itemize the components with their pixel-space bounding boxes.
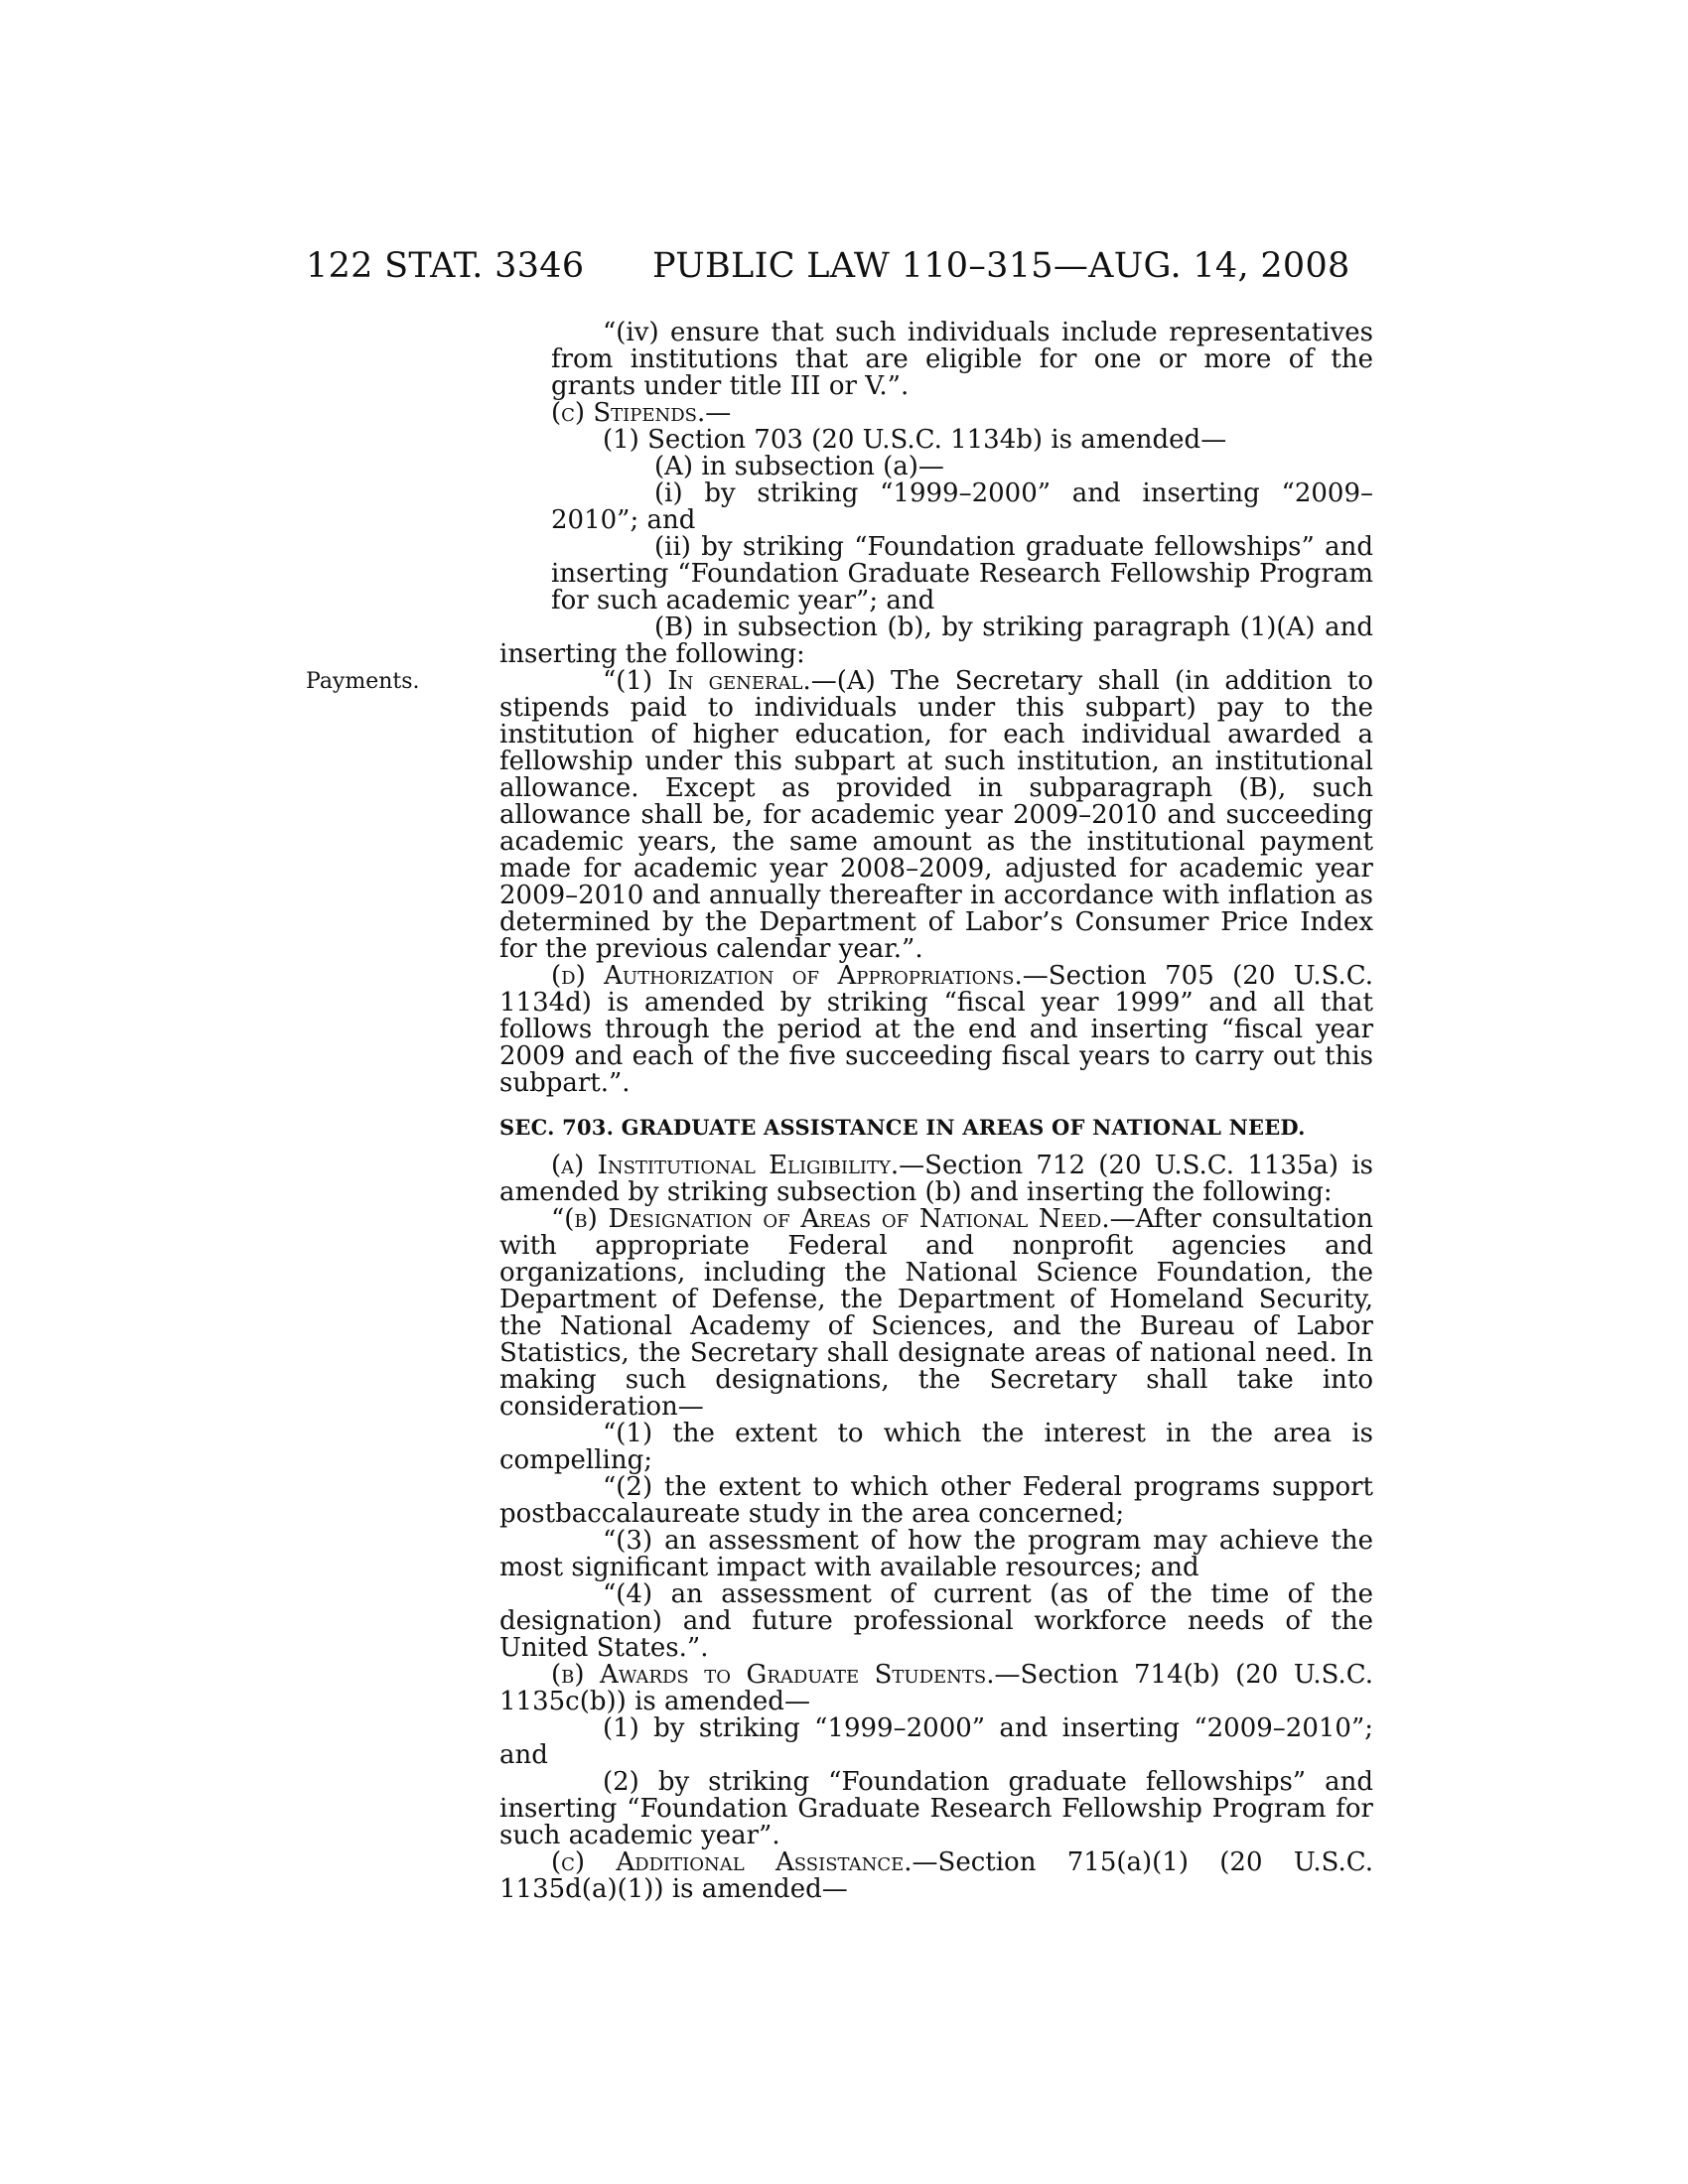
quoted-paragraph-1: “(1) In general.—(A) The Secretary shall (in addition to stipends paid to individuals under this subpart) pay to the institution of higher education, for each individual awarded a fellowship under this subpart at such institution, an institutional allowance. Except as provided in subparagraph (B), such allowance shall be, for academic year 2009–2010 and succeeding academic years, the same amount as the institutional payment made for academic year 2008–2009, adjusted for academic year 2009–2010 and annually thereafter in accordance with inflation as determined by the Department of Labor’s Consumer Price Index for the previous calendar year.”.	[499, 666, 1373, 964]
subsection-c-heading: (c) Stipends.—	[551, 398, 732, 428]
paragraph-b2: (2) by striking “Foundation graduate fellowships” and inserting “Foundation Graduate Research Fellowship Program for such academic year”.	[499, 1767, 1373, 1850]
running-header: PUBLIC LAW 110–315—AUG. 14, 2008	[652, 246, 1350, 286]
paragraph-c1A: (A) in subsection (a)—	[654, 452, 944, 481]
subsection-c-additional: (c) Additional Assistance.—Section 715(a)(1) (20 U.S.C. 1135d(a)(1)) is amended—	[499, 1847, 1373, 1904]
consideration-3: “(3) an assessment of how the program may achieve the most significant impact with available resources; and	[499, 1526, 1373, 1582]
statute-page-number: 122 STAT. 3346	[306, 246, 585, 286]
document-body	[499, 320, 1373, 1903]
paragraph-c1B: (B) in subsection (b), by striking paragraph (1)(A) and inserting the following:	[499, 613, 1373, 669]
consideration-4: “(4) an assessment of current (as of the time of the designation) and future professional workforce needs of the United States.”.	[499, 1579, 1373, 1663]
consideration-1: “(1) the extent to which the interest in the area is compelling;	[499, 1419, 1373, 1475]
section-heading: SEC. 703. GRADUATE ASSISTANCE IN AREAS OF NATIONAL NEED.	[499, 1115, 1306, 1140]
margin-note: Payments.	[306, 669, 420, 694]
paragraph-c1: (1) Section 703 (20 U.S.C. 1134b) is amended—	[603, 425, 1227, 455]
paragraph-c1Ai: (i) by striking “1999–2000” and inserting “2009–2010”; and	[551, 478, 1373, 535]
paragraph-c1Aii: (ii) by striking “Foundation graduate fellowships” and inserting “Foundation Graduate Research Fellowship Program for such academic year”; and	[551, 532, 1373, 615]
paragraph-iv: “(iv) ensure that such individuals include representatives from institutions that are eligible for one or more of the grants under title III or V.”.	[551, 318, 1373, 401]
paragraph-b1: (1) by striking “1999–2000” and inserting “2009–2010”; and	[499, 1713, 1373, 1770]
subsection-a: (a) Institutional Eligibility.—Section 712 (20 U.S.C. 1135a) is amended by striking subsection (b) and inserting the following:	[499, 1151, 1374, 1207]
subsection-d: (d) Authorization of Appropriations.—Section 705 (20 U.S.C. 1134d) is amended by striking “fiscal year 1999” and all that follows through the period at the end and inserting “fiscal year 2009 and each of the five succeeding fiscal years to carry out this subpart.”.	[499, 961, 1373, 1098]
quoted-subsection-b: “(b) Designation of Areas of National Need.—After consultation with appropriate Federal and nonprofit agencies and organizations, including the National Science Foundation, the Department of Defense, the Department of Homeland Security, the National Academy of Sciences, and the Bureau of Labor Statistics, the Secretary shall designate areas of national need. In making such designations, the Secretary shall take into consideration—	[499, 1204, 1373, 1422]
consideration-2: “(2) the extent to which other Federal programs support postbaccalaureate study in the area concerned;	[499, 1472, 1373, 1529]
subsection-b: (b) Awards to Graduate Students.—Section 714(b) (20 U.S.C. 1135c(b)) is amended—	[499, 1660, 1373, 1716]
